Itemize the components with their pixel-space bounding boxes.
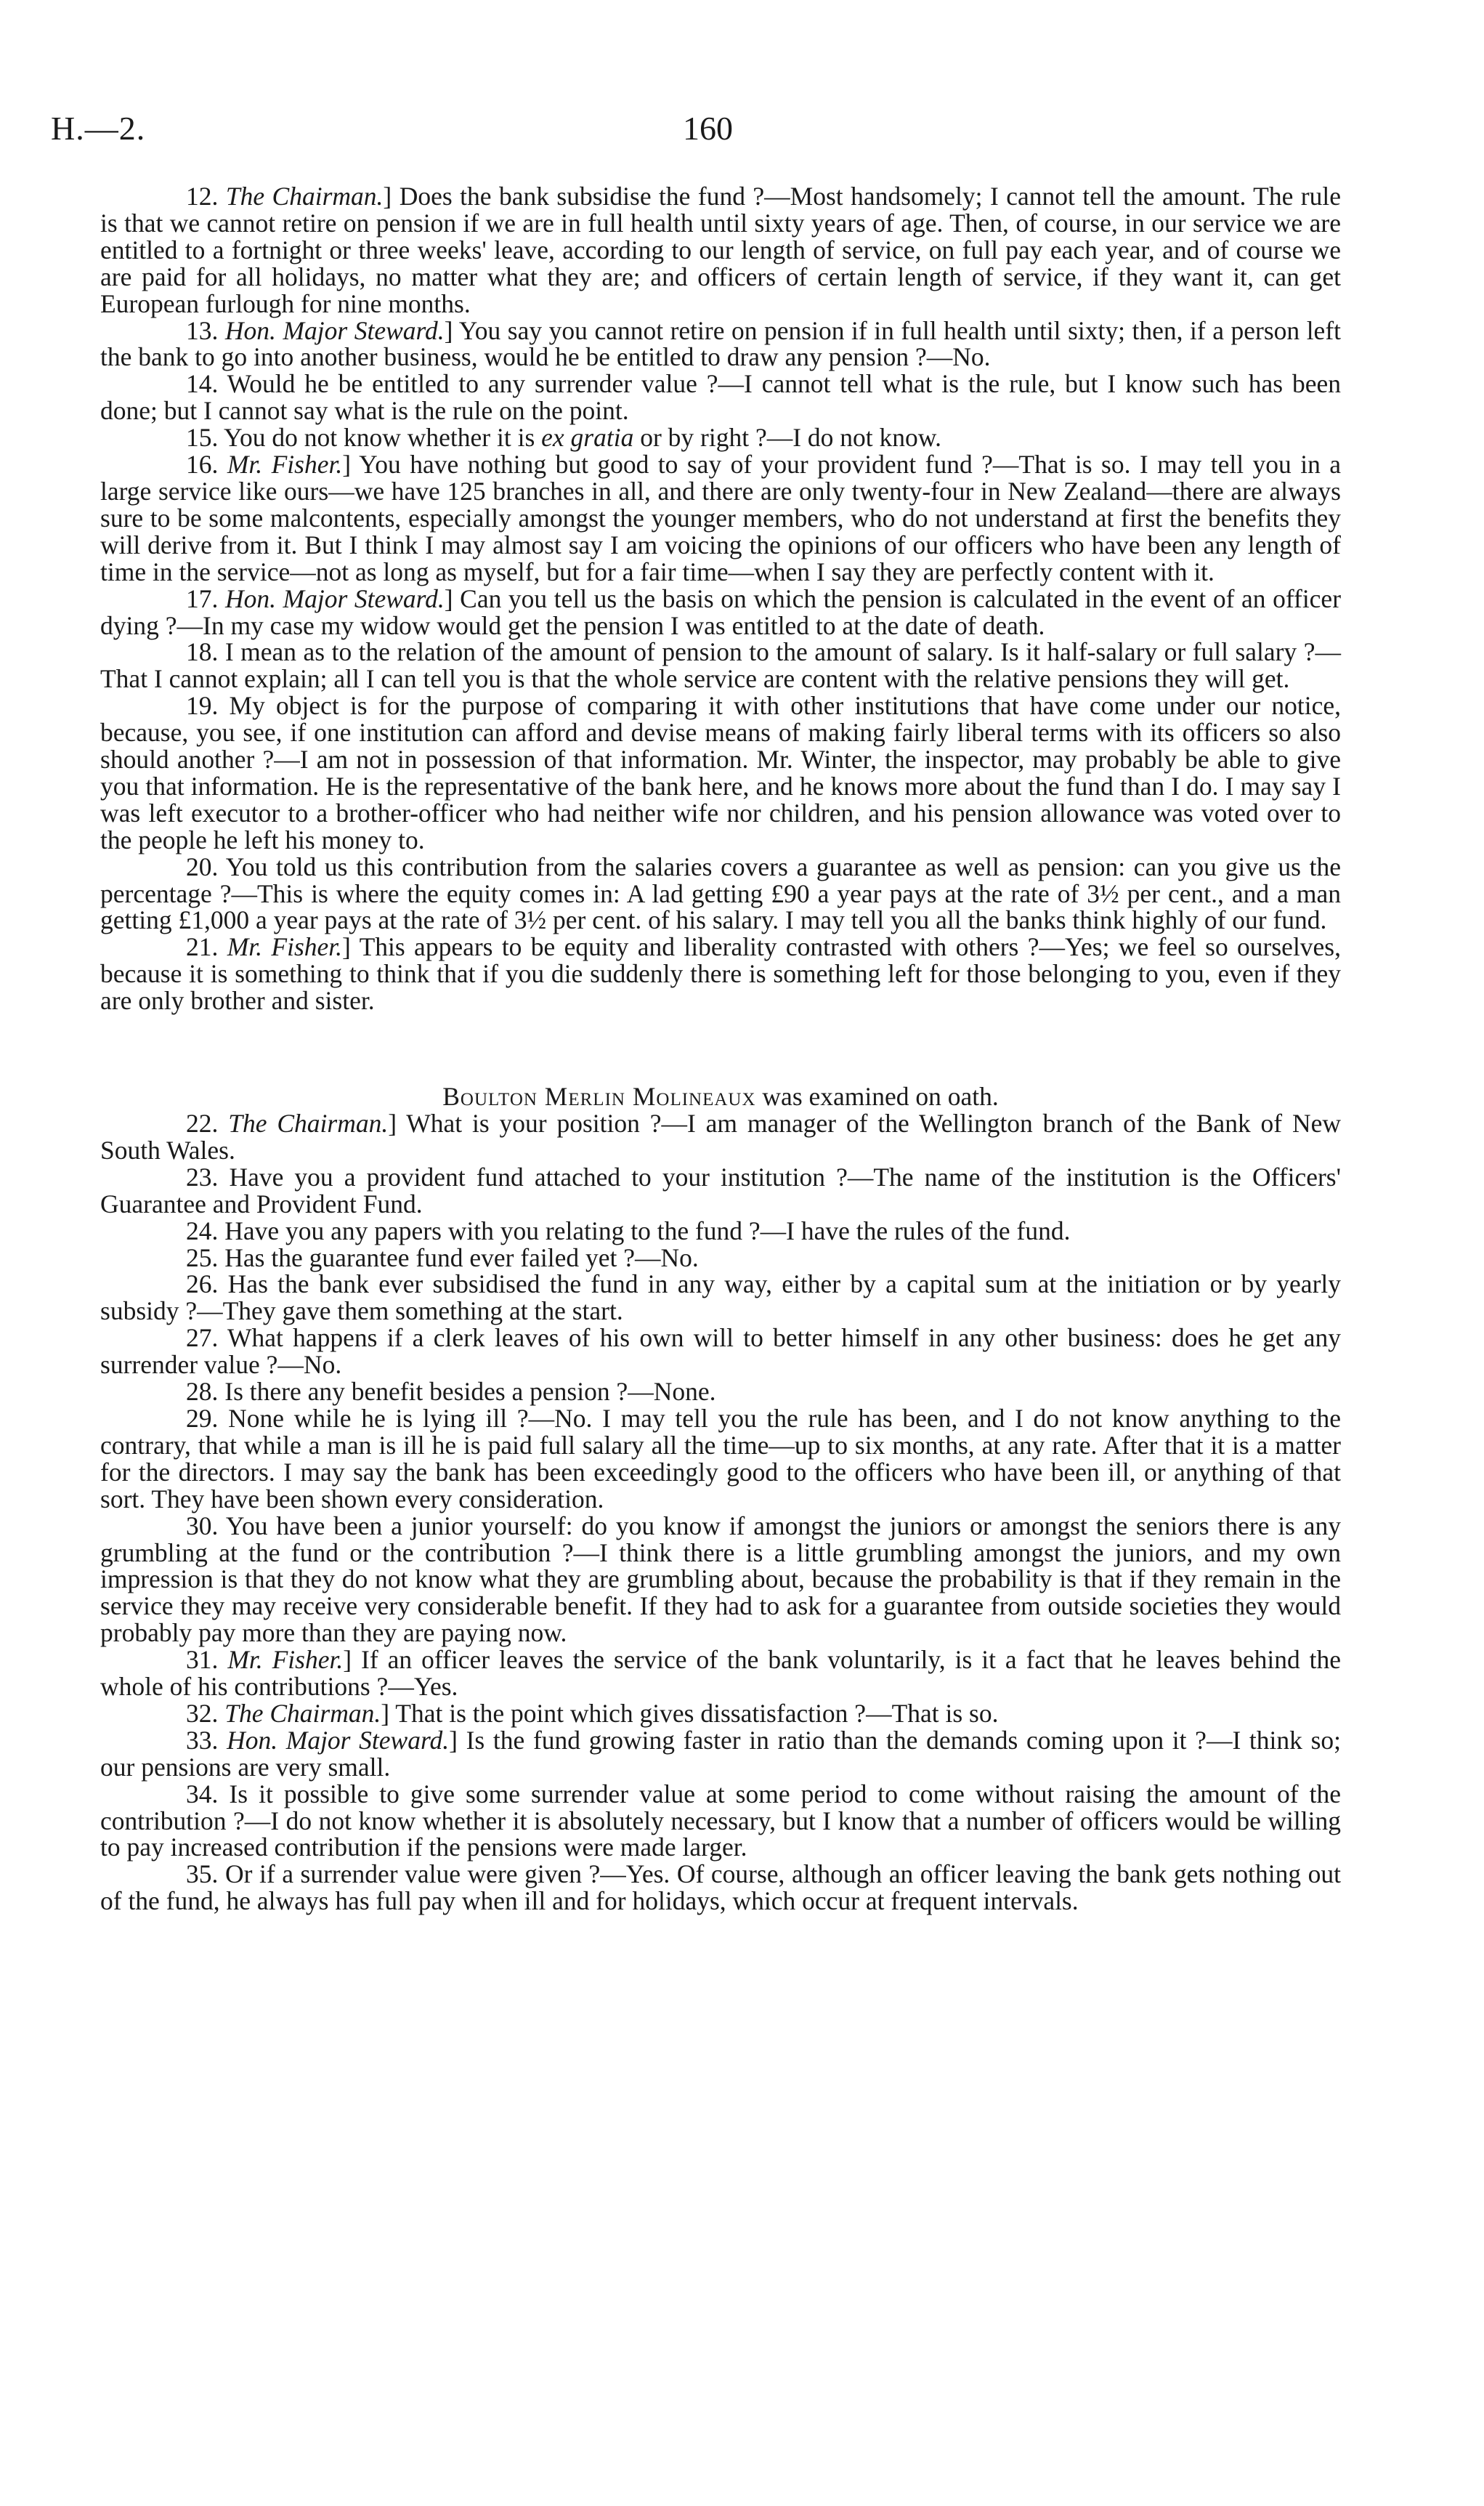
question-number: 24. <box>186 1216 219 1245</box>
latin-phrase: ex gratia <box>541 423 634 453</box>
speaker-name: Mr. Fisher. <box>227 450 343 480</box>
question-number: 28. <box>186 1377 219 1407</box>
question-number: 34. <box>186 1779 219 1808</box>
page-code: H.—2. <box>51 110 146 147</box>
question-paragraph <box>100 639 1341 692</box>
question-text: You do not know whether it is ex gratia or by right ?—I do not know. <box>223 423 941 453</box>
question-text: If an officer leaves the service of the bank voluntarily, is it a fact that he leaves behind the whole of his contributions ?—Yes. <box>100 1645 1342 1702</box>
question-text: This appears to be equity and liberality contrasted with others ?—Yes; we feel so ourselves, because it is something to think that if you die suddenly there is something left for those belonging to you, even if they are only brother and sister. <box>100 932 1341 1016</box>
speaker-name: Hon. Major Steward. <box>227 1725 450 1755</box>
question-number: 14. <box>186 369 219 399</box>
speaker-bracket: ] <box>342 932 351 962</box>
page-number: 160 <box>683 110 733 147</box>
question-paragraph <box>100 692 1341 853</box>
question-text: Can you tell us the basis on which the pension is calculated in the event of an officer dying ?—In my case my widow would get the pension I was entitled to at the date of death. <box>100 583 1342 640</box>
speaker-name: Mr. Fisher. <box>227 1645 344 1675</box>
question-text: Would he be entitled to any surrender value ?—I cannot tell what is the rule, but I know such has been done; but I cannot say what is the rule on the point. <box>100 369 1341 426</box>
question-text: Does the bank subsidise the fund ?—Most handsomely; I cannot tell the amount. The rule is that we cannot retire on pension if we are in full health until sixty years of age. Then, of course, in our service we are entitled to a fortnight or three weeks' leave, according to our length of service, on full pay each year, and of course we are paid for all holidays, no matter what they are; and officers of certain length of service, if they want it, can get European furlough for nine months. <box>100 182 1342 318</box>
speaker-name: The Chairman. <box>225 182 384 211</box>
speaker-bracket: ] <box>444 583 453 613</box>
question-number: 25. <box>186 1242 219 1272</box>
question-paragraph <box>100 424 1341 451</box>
speaker-name: The Chairman. <box>224 1698 381 1728</box>
question-text: That is the point which gives dissatisfaction ?—That is so. <box>389 1698 999 1728</box>
question-number: 26. <box>186 1269 219 1299</box>
speaker-bracket: ] <box>383 182 392 211</box>
question-number: 12. <box>186 182 219 211</box>
question-text: Is the fund growing faster in ratio than the demands coming upon it ?—I think so; our pensions are very small. <box>100 1725 1342 1782</box>
question-paragraph <box>100 1164 1341 1218</box>
question-text: My object is for the purpose of comparing it with other institutions that have come under our notice, because, you see, if one institution can afford and devise means of making fairly liberal terms with its officers so also should another ?—I am not in possession of that information. Mr. Winter, the inspector, may probably be able to give you that information. He is the representative of the bank here, and he knows more about the fund than I do. I may say I was left executor to a brother-officer who had neither wife nor children, and his pension allowance was voted over to the people he left his money to. <box>100 691 1342 854</box>
speaker-bracket: ] <box>388 1109 397 1138</box>
question-paragraph <box>100 183 1341 318</box>
speaker-bracket: ] <box>342 450 352 480</box>
evidence-section-1 <box>100 183 1341 1014</box>
question-text: You have been a junior yourself: do you know if amongst the juniors or amongst the seniors there is any grumbling at the fund or the contribution ?—I think there is a little grumbling amongst the juniors, and my own impression is that they do not know what they are grumbling about, because the probability is that if they remain in the service they may receive very considerable benefit. If they had to ask for a guarantee from outside societies they would probably pay more than they are paying now. <box>100 1511 1341 1648</box>
speaker-bracket: ] <box>444 315 453 345</box>
question-paragraph <box>100 1405 1341 1513</box>
witness-name: Boulton Merlin Molineaux <box>442 1082 756 1112</box>
question-text: Have you any papers with you relating to the fund ?—I have the rules of the fund. <box>224 1216 1071 1245</box>
speaker-name: Hon. Major Steward. <box>224 315 445 345</box>
question-text: Is there any benefit besides a pension ?—None. <box>224 1377 716 1407</box>
question-number: 31. <box>186 1645 219 1675</box>
question-text: You told us this contribution from the salaries covers a guarantee as well as pension: can you give us the percentage ?—This is where the equity comes in: A lad getting £90 a year pays at the rate of 3½ per cent., and a man getting £1,000 a year pays at the rate of 3½ per cent. of his salary. I may tell you all the banks think highly of our fund. <box>100 852 1341 935</box>
question-paragraph <box>100 1242 1341 1272</box>
witness-examination-heading <box>100 1083 1341 1110</box>
question-number: 22. <box>186 1109 219 1138</box>
question-paragraph <box>100 1781 1341 1862</box>
examination-suffix: was examined on oath. <box>755 1082 999 1112</box>
question-number: 20. <box>186 852 219 881</box>
question-text: Is it possible to give some surrender value at some period to come without raising the amount of the contribution ?—I do not know whether it is absolutely necessary, but I know that a number of officers would be willing to pay increased contribution if the pensions were made larger. <box>100 1779 1341 1862</box>
question-number: 21. <box>186 932 219 962</box>
question-paragraph <box>100 1727 1341 1781</box>
question-text: None while he is lying ill ?—No. I may tell you the rule has been, and I do not know anything to the contrary, that while a man is ill he is paid full salary all the time—up to six months, at any rate. After that it is a matter for the directors. I may say the bank has been exceedingly good to the officers who have been ill, or anything of that sort. They have been shown every consideration. <box>100 1403 1342 1513</box>
speaker-name: Hon. Major Steward. <box>224 583 445 613</box>
question-paragraph <box>100 1110 1341 1164</box>
page-header <box>51 109 1431 153</box>
question-paragraph <box>100 1325 1341 1378</box>
question-paragraph <box>100 934 1341 1014</box>
section-spacer <box>100 1014 1341 1083</box>
question-number: 17. <box>186 583 219 613</box>
question-text: I mean as to the relation of the amount of pension to the amount of salary. Is it half-salary or full salary ?—That I cannot explain; all I can tell you is that the whole service are content with the relative pensions they will get. <box>100 637 1341 694</box>
question-paragraph <box>100 583 1342 640</box>
question-paragraph <box>100 315 1342 372</box>
question-text: Or if a surrender value were given ?—Yes. Of course, although an officer leaving the bank gets nothing out of the fund, he always has full pay when ill and for holidays, which occur at frequent intervals. <box>100 1859 1341 1916</box>
question-number: 15. <box>186 423 219 453</box>
question-text: Have you a provident fund attached to your institution ?—The name of the institution is the Officers' Guarantee and Provident Fund. <box>100 1162 1341 1218</box>
question-paragraph <box>100 1378 1341 1405</box>
question-paragraph <box>100 854 1341 934</box>
question-number: 30. <box>186 1511 219 1540</box>
question-paragraph <box>100 1513 1341 1647</box>
page-body <box>100 183 1341 1915</box>
speaker-bracket: ] <box>381 1698 390 1728</box>
speaker-bracket: ] <box>343 1645 352 1675</box>
question-paragraph <box>100 1861 1341 1915</box>
question-text: You say you cannot retire on pension if in full health until sixty; then, if a person left the bank to go into another business, would he be entitled to draw any pension ?—No. <box>100 315 1342 372</box>
question-paragraph <box>100 1271 1341 1325</box>
question-number: 23. <box>186 1162 219 1192</box>
question-number: 13. <box>186 315 219 345</box>
question-paragraph <box>100 451 1341 586</box>
question-text: Has the guarantee fund ever failed yet ?—No. <box>224 1242 699 1272</box>
question-text: You have nothing but good to say of your provident fund ?—That is so. I may tell you in a large service like ours—we have 125 branches in all, and there are only twenty-four in New Zealand—there are always sure to be some malcontents, especially amongst the younger members, who do not understand at first the benefits they will derive from it. But I think I may almost say I am voicing the opinions of our officers who have been any length of time in the service—not as long as myself, but for a fair time—when I say they are perfectly content with it. <box>100 450 1342 586</box>
question-number: 32. <box>186 1698 219 1728</box>
speaker-name: The Chairman. <box>228 1109 389 1138</box>
question-number: 33. <box>186 1725 219 1755</box>
question-number: 29. <box>186 1403 219 1433</box>
question-number: 16. <box>186 450 219 480</box>
question-number: 18. <box>186 637 219 667</box>
question-number: 19. <box>186 691 219 721</box>
question-number: 35. <box>186 1859 219 1889</box>
question-paragraph <box>100 1218 1341 1245</box>
question-text: What happens if a clerk leaves of his own will to better himself in any other business: does he get any surrender value ?—No. <box>100 1323 1341 1380</box>
question-number: 27. <box>186 1323 219 1353</box>
evidence-section-2 <box>100 1110 1341 1915</box>
question-text: Has the bank ever subsidised the fund in any way, either by a capital sum at the initiation or by yearly subsidy ?—They gave them something at the start. <box>100 1269 1342 1326</box>
question-paragraph <box>100 1700 1341 1727</box>
speaker-name: Mr. Fisher. <box>227 932 343 962</box>
question-text: What is your position ?—I am manager of the Wellington branch of the Bank of New South Wales. <box>100 1109 1342 1165</box>
question-paragraph <box>100 1646 1341 1700</box>
question-paragraph <box>100 371 1341 424</box>
speaker-bracket: ] <box>449 1725 458 1755</box>
